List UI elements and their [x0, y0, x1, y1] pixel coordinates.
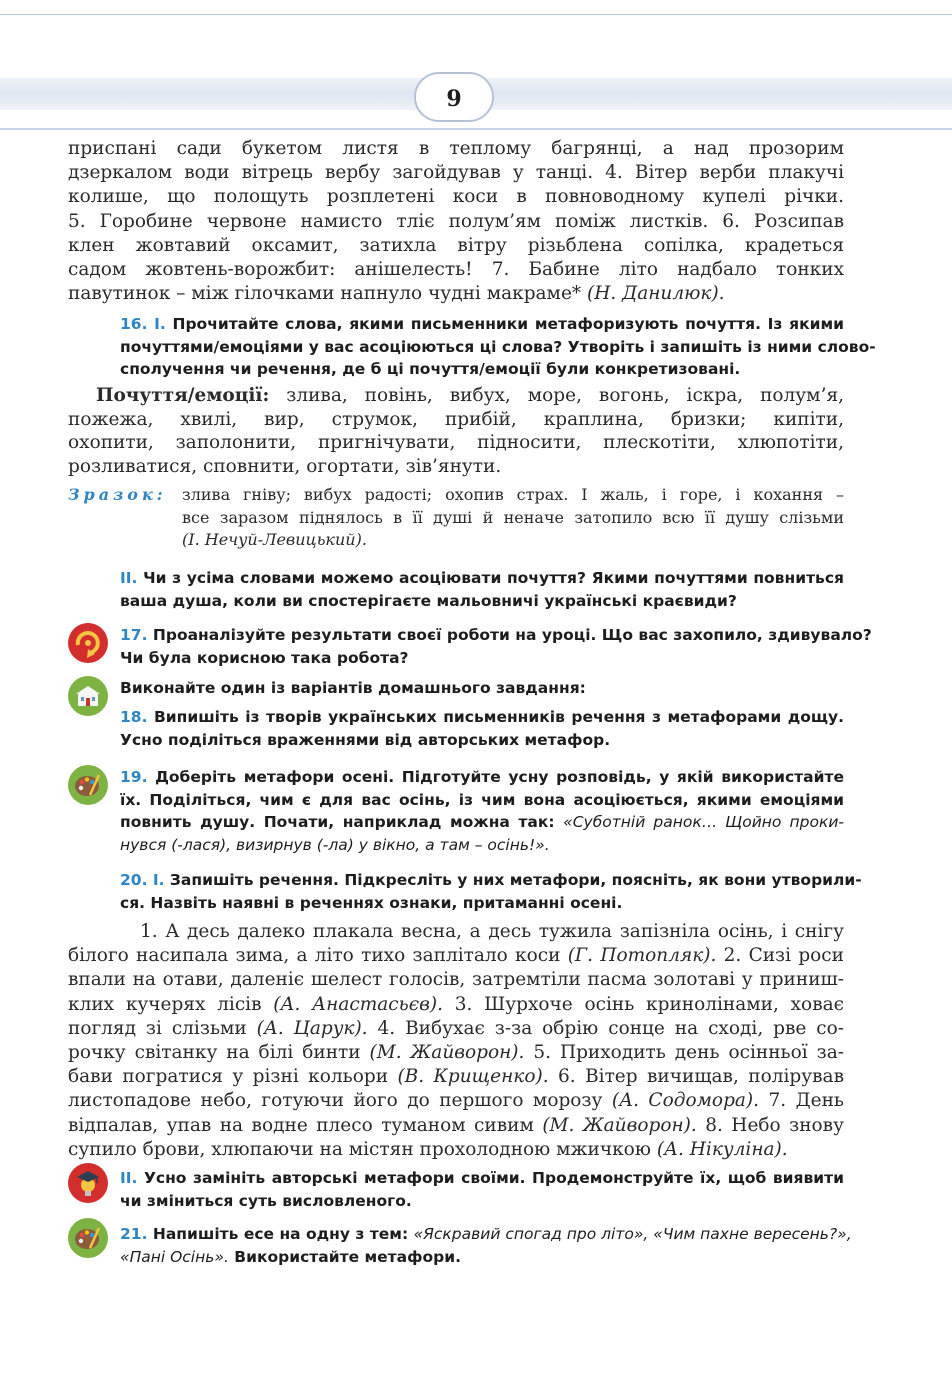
- feelings-line: охопити, заполонити, пригнічувати, підносити, плескотіти, хлюпотіти,: [68, 432, 844, 453]
- feelings-line: пожежа, хвилі, вир, струмок, прибій, краплина, бризки; кипіти,: [68, 408, 844, 430]
- task-20: 20. I. Запишіть речення. Підкресліть у них метафори, поясніть, як вони утворили- ся. Назвіть наявні в реченнях ознаки, притаманні осені.: [120, 869, 844, 914]
- sentence-line: клих кучерях лісів (А. Анастасьєв). 3. Шурхоче осінь кринолінами, ховає: [68, 993, 845, 1015]
- sentence-line: впали на отави, даленіє шелест голосів, затремтіли пасма золотаві у приниш-: [68, 969, 844, 991]
- task-16-2-number: II.: [120, 569, 138, 587]
- task-20-part-2: II. Усно замініть авторські метафори своїми. Продемонструйте їх, щоб виявити чи зміниться суть висловленого.: [120, 1167, 844, 1212]
- intro-paragraph: [68, 137, 844, 306]
- task-20-number: 20. I.: [120, 871, 165, 889]
- sample-line: злива гніву; вибух радості; охопив страх. І жаль, і горе, і кохання –: [182, 485, 844, 504]
- intro-line: приспані сади букетом листя в теплому багрянці, а над прозорим: [68, 138, 844, 159]
- sample-text: [182, 484, 844, 552]
- task-18-number: 18.: [120, 708, 148, 726]
- sentences: [68, 920, 844, 1162]
- task-17: 17. Проаналізуйте результати своєї роботи на уроці. Що вас захопило, здивувало? Чи була корисною така робота?: [120, 624, 844, 669]
- task-19-example: «Суботній ранок… Щойно проки-: [563, 813, 844, 831]
- author-ref: (М. Жайворон).: [542, 1114, 697, 1136]
- task-16: 16. I. Прочитайте слова, якими письменники метафоризують почуття. Із якими почуттями/емоціями у вас асоціюються ці слова? Утворіть і запишіть із ними слово- сполучення чи речення, де б ці почуття/емоції були конкретизовані.: [120, 313, 844, 381]
- reflection-icon: [68, 623, 108, 663]
- task-20-line: ся. Назвіть наявні в реченнях ознаки, притаманні осені.: [120, 893, 623, 912]
- task-18-line: Усно поділіться враженнями від авторських метафор.: [120, 730, 611, 749]
- feelings-line: розливатися, сповнити, огортати, зів’янути.: [68, 455, 502, 477]
- task-21-topics: «Яскравий спогад про літо», «Чим пахне вересень?»,: [413, 1225, 852, 1243]
- palette-icon: [68, 1218, 108, 1258]
- sentence-line: супило брови, хлюпаючи на містян прохолодною мжичкою (А. Нікуліна).: [68, 1138, 788, 1160]
- intro-author: (Н. Данилюк).: [587, 283, 725, 305]
- homework-title: Виконайте один із варіантів домашнього завдання:: [120, 679, 586, 697]
- sentence-line: бави погратися у різні кольори (В. Крищенко). 6. Вітер вичищав, полірував: [68, 1066, 844, 1088]
- task-21: 21. Напишіть есе на одну з тем: «Яскравий спогад про літо», «Чим пахне вересень?», «Пані Осінь». Використайте метафори.: [120, 1225, 852, 1266]
- sentence-line: 1. А десь далеко плакала весна, а десь тужила запізніла осінь, і снігу: [140, 921, 844, 942]
- task-19-example-cont: нувся (-лася), визирнув (-ла) у вікно, а там – осінь!».: [120, 835, 550, 854]
- task-17-number: 17.: [120, 626, 148, 644]
- task-16-line: сполучення чи речення, де б ці почуття/емоції були конкретизовані.: [120, 360, 741, 378]
- task-16-number: 16. I.: [120, 315, 166, 333]
- author-ref: (А. Нікуліна).: [656, 1138, 788, 1160]
- header-rule: [0, 128, 952, 130]
- task-16-2-line: ваша душа, коли ви спостерігаєте мальовничі українські краєвиди?: [120, 591, 737, 610]
- task-21-number: 21.: [120, 1225, 148, 1243]
- sentence-line: білого насипала зима, а літо тихо заплітало коси (Г. Потопляк). 2. Сизі роси: [68, 945, 845, 967]
- page-number: 9: [414, 72, 494, 122]
- sample-line: все заразом піднялось в її душі й неначе затопило всю її душу слізьми: [182, 507, 844, 527]
- graduate-lamp-icon: [68, 1163, 108, 1203]
- sentence-line: погляд зі слізьми (А. Царук). 4. Вибухає з-за обрію сонце на сході, рве со-: [68, 1017, 844, 1039]
- author-ref: (М. Жайворон).: [369, 1042, 525, 1064]
- task-20-2-line: чи зміниться суть висловленого.: [120, 1191, 412, 1210]
- author-ref: (А. Содомора).: [611, 1090, 760, 1112]
- header-top-line: [0, 14, 952, 15]
- task-17-line: Чи була корисною така робота?: [120, 648, 409, 667]
- intro-line: клен жовтавий оксамит, затихла вітру різьблена сопілка, крадеться: [68, 234, 844, 256]
- task-19: 19. Доберіть метафори осені. Підготуйте усну розповідь, у якій використайте їх. Поділіться, чим є для вас осінь, із чим вона асоціюється, якими емоціями повнить душу. Почати, наприклад можна так: «Суботній ранок… Щойно проки- нувся (-лася), визирнув (-ла) у вікно, а там – осінь!».: [120, 766, 844, 856]
- feelings-heading: Почуття/емоції:: [96, 385, 270, 406]
- sentence-line: відпалав, упав на водне плесо туманом сивим (М. Жайворон). 8. Небо знову: [68, 1114, 844, 1136]
- author-ref: (А. Царук).: [256, 1017, 368, 1039]
- author-ref: (В. Крищенко).: [397, 1066, 549, 1088]
- task-21-topic-last: «Пані Осінь».: [120, 1247, 229, 1266]
- sample-author: (І. Нечуй-Левицький).: [182, 530, 367, 549]
- task-16-line: почуттями/емоціями у вас асоціюються ці слова? Утворіть і запишіть із ними слово-: [120, 337, 876, 356]
- sentence-line: листопадове небо, готуючи його до першого морозу (А. Содомора). 7. День: [68, 1090, 844, 1112]
- task-16-part-2: II. Чи з усіма словами можемо асоціювати почуття? Якими почуттями повниться ваша душа, коли ви спостерігаєте мальовничі українські краєвиди?: [120, 567, 844, 612]
- task-18: 18. Випишіть із творів українських письменників речення з метафорами дощу. Усно поділіться враженнями від авторських метафор.: [120, 706, 844, 751]
- task-19-line: їх. Поділіться, чим є для вас осінь, із чим вона асоціюється, якими емоціями: [120, 790, 844, 809]
- task-20-2-number: II.: [120, 1169, 138, 1187]
- intro-line: садом жовтень-ворожбит: анішелесть! 7. Бабине літо надбало тонких: [68, 259, 844, 281]
- intro-line: 5. Горобине червоне намисто тліє полум’ям поміж листків. 6. Розсипав: [68, 210, 844, 232]
- sentence-line: рочку світанку на білі бинти (М. Жайворон). 5. Приходить день осінньої за-: [68, 1042, 844, 1064]
- sample-label: Зразок:: [68, 485, 167, 504]
- school-building-icon: [68, 676, 108, 716]
- intro-line: колише, що полощуть розплетені коси в повноводному купелі річки.: [68, 186, 844, 208]
- task-19-number: 19.: [120, 768, 148, 786]
- author-ref: (А. Анастасьєв).: [273, 993, 443, 1015]
- palette-icon: [68, 765, 108, 805]
- intro-line-last: павутинок – між гілочками напнуло чудні макраме* (Н. Данилюк).: [68, 283, 725, 305]
- intro-line: дзеркалом води вітрець вербу загойдував у танці. 4. Вітер верби плакучі: [68, 162, 844, 184]
- author-ref: (Г. Потопляк).: [567, 945, 717, 967]
- feelings-list: Почуття/емоції: злива, повінь, вибух, море, вогонь, іскра, полум’я, пожежа, хвилі, вир, струмок, прибій, краплина, бризки; кипіти, охопити, заполонити, пригнічувати, підносити, плескотіти, хлюпотіти, розливатися, сповнити, огортати, зів’янути.: [68, 385, 844, 477]
